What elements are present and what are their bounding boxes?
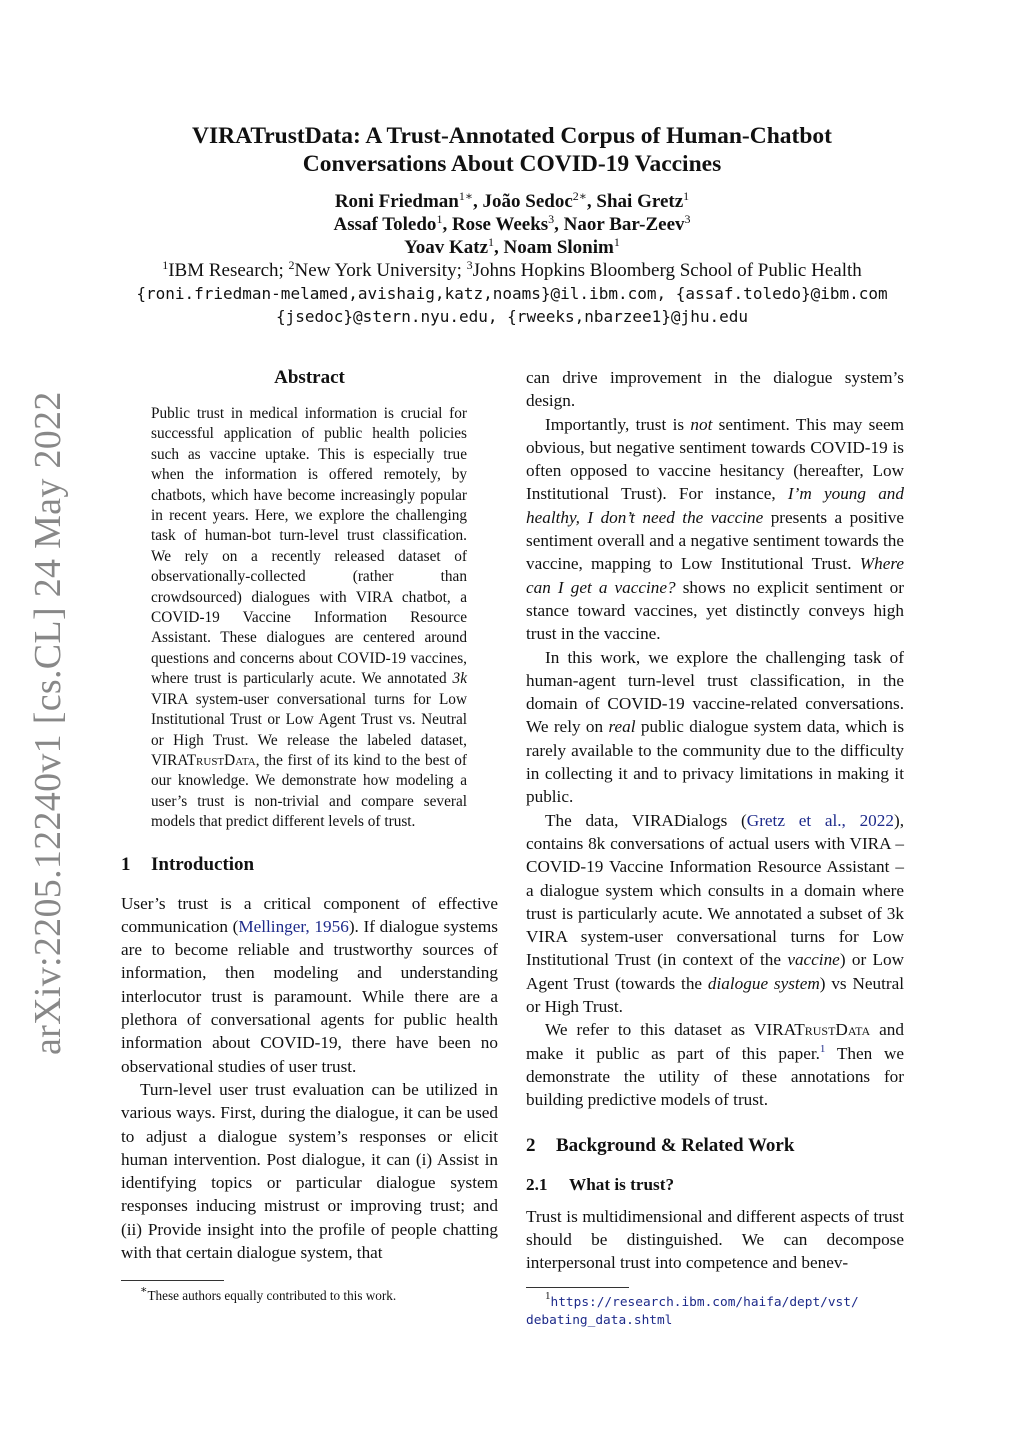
author-name: Roni Friedman	[334, 191, 459, 212]
paragraph-this-work: In this work, we explore the challenging task of human-agent turn-level trust classification, in the domain of COVID-19 vaccine-related conversations. We rely on real public dialogue system data, which is rarely available to the community due to the difficulty in collecting it and to privacy limitations in making it public.	[526, 647, 905, 807]
footnote-area	[121, 1280, 498, 1304]
footnote-url-link[interactable]: https://research.ibm.com/haifa/dept/vst/	[550, 1294, 859, 1310]
author-line-1: Roni Friedman$^{1∗}$, João Sedoc$^{2∗}$, Shai Gretz$^1$	[334, 189, 690, 212]
author-name: Rose Weeks	[451, 214, 549, 235]
abstract-text: Public trust in medical information is crucial for successful application of public health policies such as vaccine uptake. This is especially true when the information is offered remotely, by chatbots, which have become increasingly popular in recent years. Here, we explore the challenging task of human-bot turn-level trust classification. We rely on a recently released dataset of observationally-collected (rather than crowdsourced) dialogues with VIRA chatbot, a COVID-19 Vaccine Information Resource Assistant. These dialogues are centered around questions and concerns about COVID-19 vaccines, where trust is particularly acute. We annotated 3k VIRA system-user conversational turns for Low Institutional Trust or Low Agent Trust vs. Neutral or High Trust. We release the labeled dataset, VIRATrustData, the first of its kind to the best of our knowledge. We demonstrate how modeling a user’s trust is non-trivial and compare several models that predict different levels of trust.	[151, 405, 467, 831]
paragraph-dataset-release: We refer to this dataset as VIRATrustData and make it public as part of this paper.$^1$ Then we demonstrate the utility of these annotations for building predictive models of trust.	[526, 1020, 905, 1110]
author-emails-2: {jsedoc}@stern.nyu.edu, {rweeks,nbarzee1}@jhu.edu	[275, 307, 748, 326]
author-affiliation-mark: 3	[684, 212, 691, 226]
affiliations: $^1$IBM Research; $^2$New York University; $^3$Johns Hopkins Bloomberg School of Public Health	[162, 258, 862, 281]
title-line-2: Conversations About COVID-19 Vaccines	[302, 151, 722, 177]
author-affiliation-mark: 1	[488, 235, 495, 249]
author-block	[100, 190, 924, 328]
footnote-rule	[121, 1280, 224, 1281]
citation-link[interactable]: Mellinger, 1956	[238, 916, 349, 936]
author-emails-1: {roni.friedman-melamed,avishaig,katz,noams}@il.ibm.com, {assaf.toledo}@ibm.com	[136, 284, 888, 303]
arxiv-identifier: arXiv:2205.12240v1 [cs.CL] 24 May 2022	[27, 391, 69, 1055]
section-heading-background: 2 Background & Related Work	[526, 1134, 795, 1156]
right-column	[526, 366, 904, 1330]
intro-paragraph-2: Turn-level user trust evaluation can be utilized in various ways. First, during the dialogue, it can be used to adjust a dialogue system’s responses or elicit human intervention. Post dialogue, it can (i) Assist in identifying topics or particular dialogue system responses inducing mistrust or improving trust; and (ii) Provide insight into the profile of people chatting with that certain dialogue system, that	[121, 1079, 498, 1262]
author-line-3: Yoav Katz$^1$, Noam Slonim$^1$	[404, 235, 620, 258]
author-name: Naor Bar-Zeev	[563, 214, 685, 235]
author-affiliation-mark: 1	[613, 235, 620, 249]
author-name: Shai Gretz	[596, 191, 684, 212]
intro-paragraph-1: User’s trust is a critical component of effective communication (Mellinger, 1956). If dialogue systems are to become reliable and trustworthy sources of information, then modeling and understanding interlocutor trust is paramount. While there are a plethora of conversational agents for public health information about COVID-19, there have been no observational studies of user trust.	[121, 893, 498, 1076]
author-name: Assaf Toledo	[333, 214, 437, 235]
footnote-area	[526, 1287, 904, 1330]
paragraph-trust-definition: Trust is multidimensional and different aspects of trust should be distinguished. We can decompose interpersonal trust into competence and benev-	[526, 1206, 904, 1273]
subsection-heading-what-is-trust: 2.1 What is trust?	[526, 1174, 675, 1194]
footnote-equal-contribution: ∗These authors equally contributed to this work.	[140, 1284, 397, 1304]
citation-link[interactable]: Gretz et al., 2022	[746, 810, 894, 830]
author-name: João Sedoc	[482, 191, 573, 212]
author-affiliation-mark: 1∗	[458, 189, 474, 203]
left-column	[121, 366, 498, 1304]
dataset-name: VIRATrustData	[754, 1020, 871, 1040]
paragraph-continued: can drive improvement in the dialogue system’s design.	[526, 368, 904, 411]
author-name: Yoav Katz	[404, 237, 489, 258]
paper-title	[100, 122, 924, 178]
author-name: Noam Slonim	[503, 237, 614, 258]
author-affiliation-mark: 2∗	[572, 189, 587, 203]
author-line-2: Assaf Toledo$^1$, Rose Weeks$^3$, Naor Bar-Zeev$^3$	[333, 212, 691, 235]
section-heading-introduction: 1 Introduction	[121, 853, 255, 875]
footnote-url-link[interactable]: debating_data.shtml	[526, 1312, 673, 1328]
footnote-link[interactable]: 1	[819, 1042, 826, 1055]
paragraph-trust-not-sentiment: Importantly, trust is not sentiment. This may seem obvious, but negative sentiment towards COVID-19 is often opposed to vaccine hesitancy (hereafter, Low Institutional Trust). For instance, I’m young and healthy, I don’t need the vaccine presents a positive sentiment overall and a negative sentiment towards the vaccine, mapping to Low Institutional Trust. Where can I get a vaccine? shows no explicit sentiment or stance toward vaccines, yet distinctly conveys high trust in the vaccine.	[526, 414, 905, 644]
author-affiliation-mark: 3	[548, 212, 555, 226]
author-affiliation-mark: 1	[436, 212, 443, 226]
paragraph-data: The data, VIRADialogs (Gretz et al., 2022), contains 8k conversations of actual users with VIRA – COVID-19 Vaccine Information Resource Assistant – a dialogue system which consults in a domain where trust is particularly acute. We annotated a subset of 3k VIRA system-user conversational turns for Low Institutional Trust (in context of the vaccine) or Low Agent Trust (towards the dialogue system) vs Neutral or High Trust.	[526, 810, 904, 1017]
abstract-heading: Abstract	[274, 367, 345, 388]
title-line-1: VIRATrustData: A Trust-Annotated Corpus of Human-Chatbot	[192, 123, 832, 149]
footnote-rule	[526, 1287, 629, 1288]
footnote-url: $^1$https://research.ibm.com/haifa/dept/vst/	[545, 1289, 859, 1310]
dataset-name: VIRATrustData	[151, 751, 256, 769]
author-affiliation-mark: 1	[683, 189, 690, 203]
